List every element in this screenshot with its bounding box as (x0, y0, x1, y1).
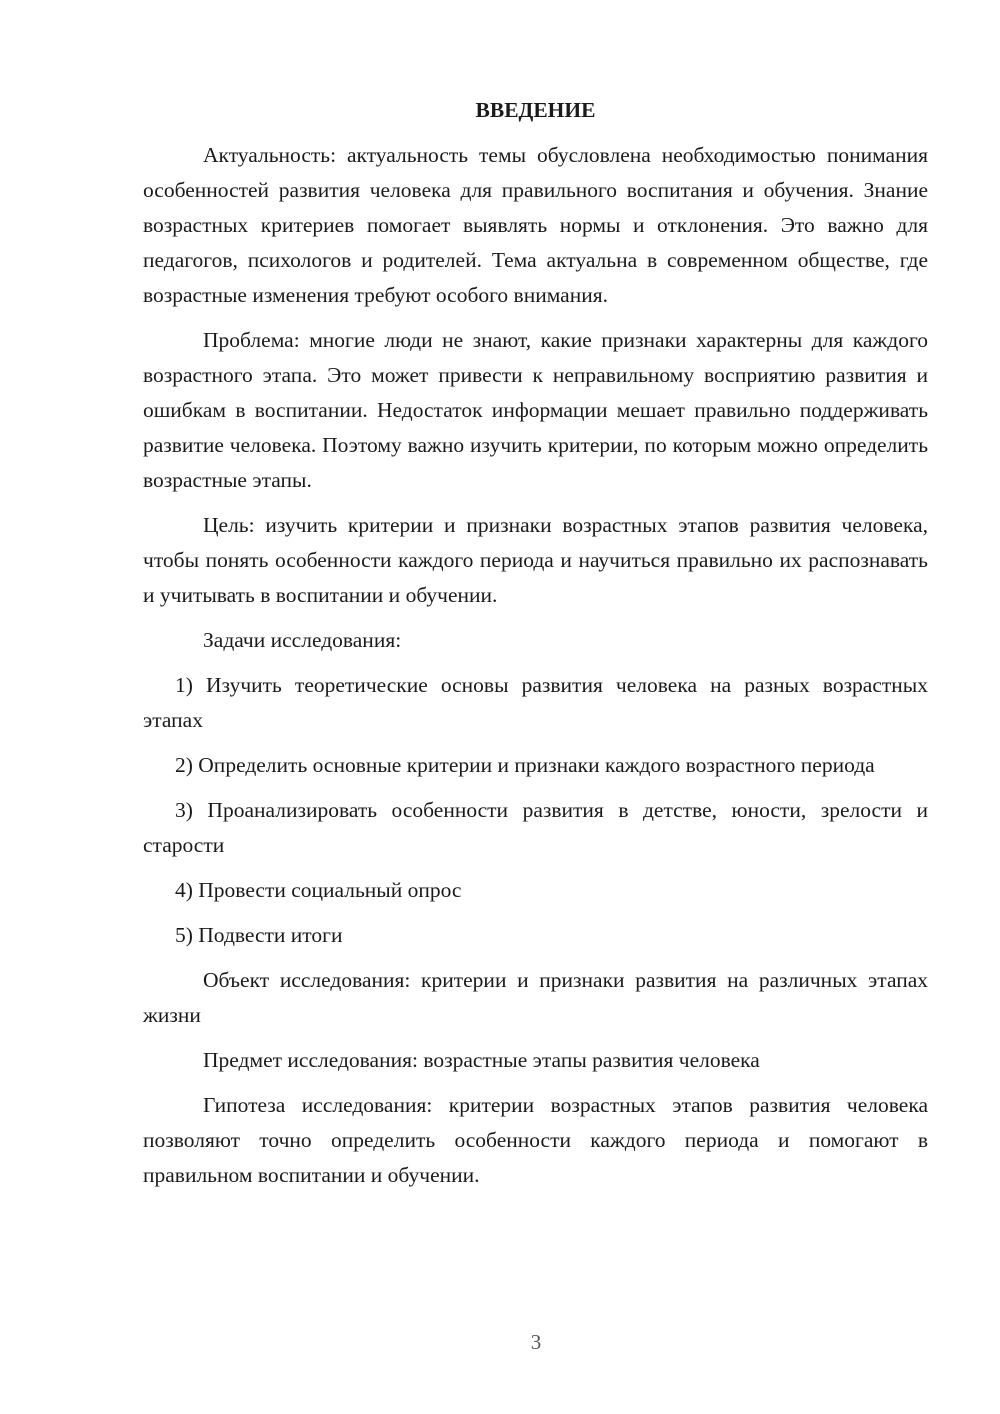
goal-paragraph: Цель: изучить критерии и признаки возрастных этапов развития человека, чтобы понять особенности каждого периода и научиться правильно их распознавать и учитывать в воспитании и обучении. (143, 513, 928, 607)
task-item-5: 5) Подвести итоги (175, 923, 343, 947)
task-item-4: 4) Провести социальный опрос (175, 878, 462, 902)
hypothesis-paragraph: Гипотеза исследования: критерии возрастных этапов развития человека позволяют точно определить особенности каждого периода и помогают в правильном воспитании и обучении. (143, 1093, 928, 1187)
object-paragraph: Объект исследования: критерии и признаки развития на различных этапах жизни (143, 968, 928, 1027)
task-item-3: 3) Проанализировать особенности развития в детстве, юности, зрелости и старости (143, 798, 928, 857)
relevance-paragraph: Актуальность: актуальность темы обусловлена необходимостью понимания особенностей развития человека для правильного воспитания и обучения. Знание возрастных критериев помогает выявлять нормы и отклонения. Это важно для педагогов, психологов и родителей. Тема актуальна в современном обществе, где возрастные изменения требуют особого внимания. (143, 143, 928, 307)
page-number: 3 (530, 1330, 542, 1354)
task-item-1: 1) Изучить теоретические основы развития человека на разных возрастных этапах (143, 673, 928, 732)
problem-paragraph: Проблема: многие люди не знают, какие признаки характерны для каждого возрастного этапа. Это может привести к неправильному восприятию развития и ошибкам в воспитании. Недостаток информации мешает правильно поддерживать развитие человека. Поэтому важно изучить критерии, по которым можно определить возрастные этапы. (143, 328, 928, 492)
page-content (143, 92, 928, 1203)
page-title: ВВЕДЕНИЕ (475, 98, 596, 122)
subject-paragraph: Предмет исследования: возрастные этапы развития человека (203, 1048, 760, 1072)
tasks-title: Задачи исследования: (203, 628, 402, 652)
task-item-2: 2) Определить основные критерии и признаки каждого возрастного периода (175, 753, 875, 777)
